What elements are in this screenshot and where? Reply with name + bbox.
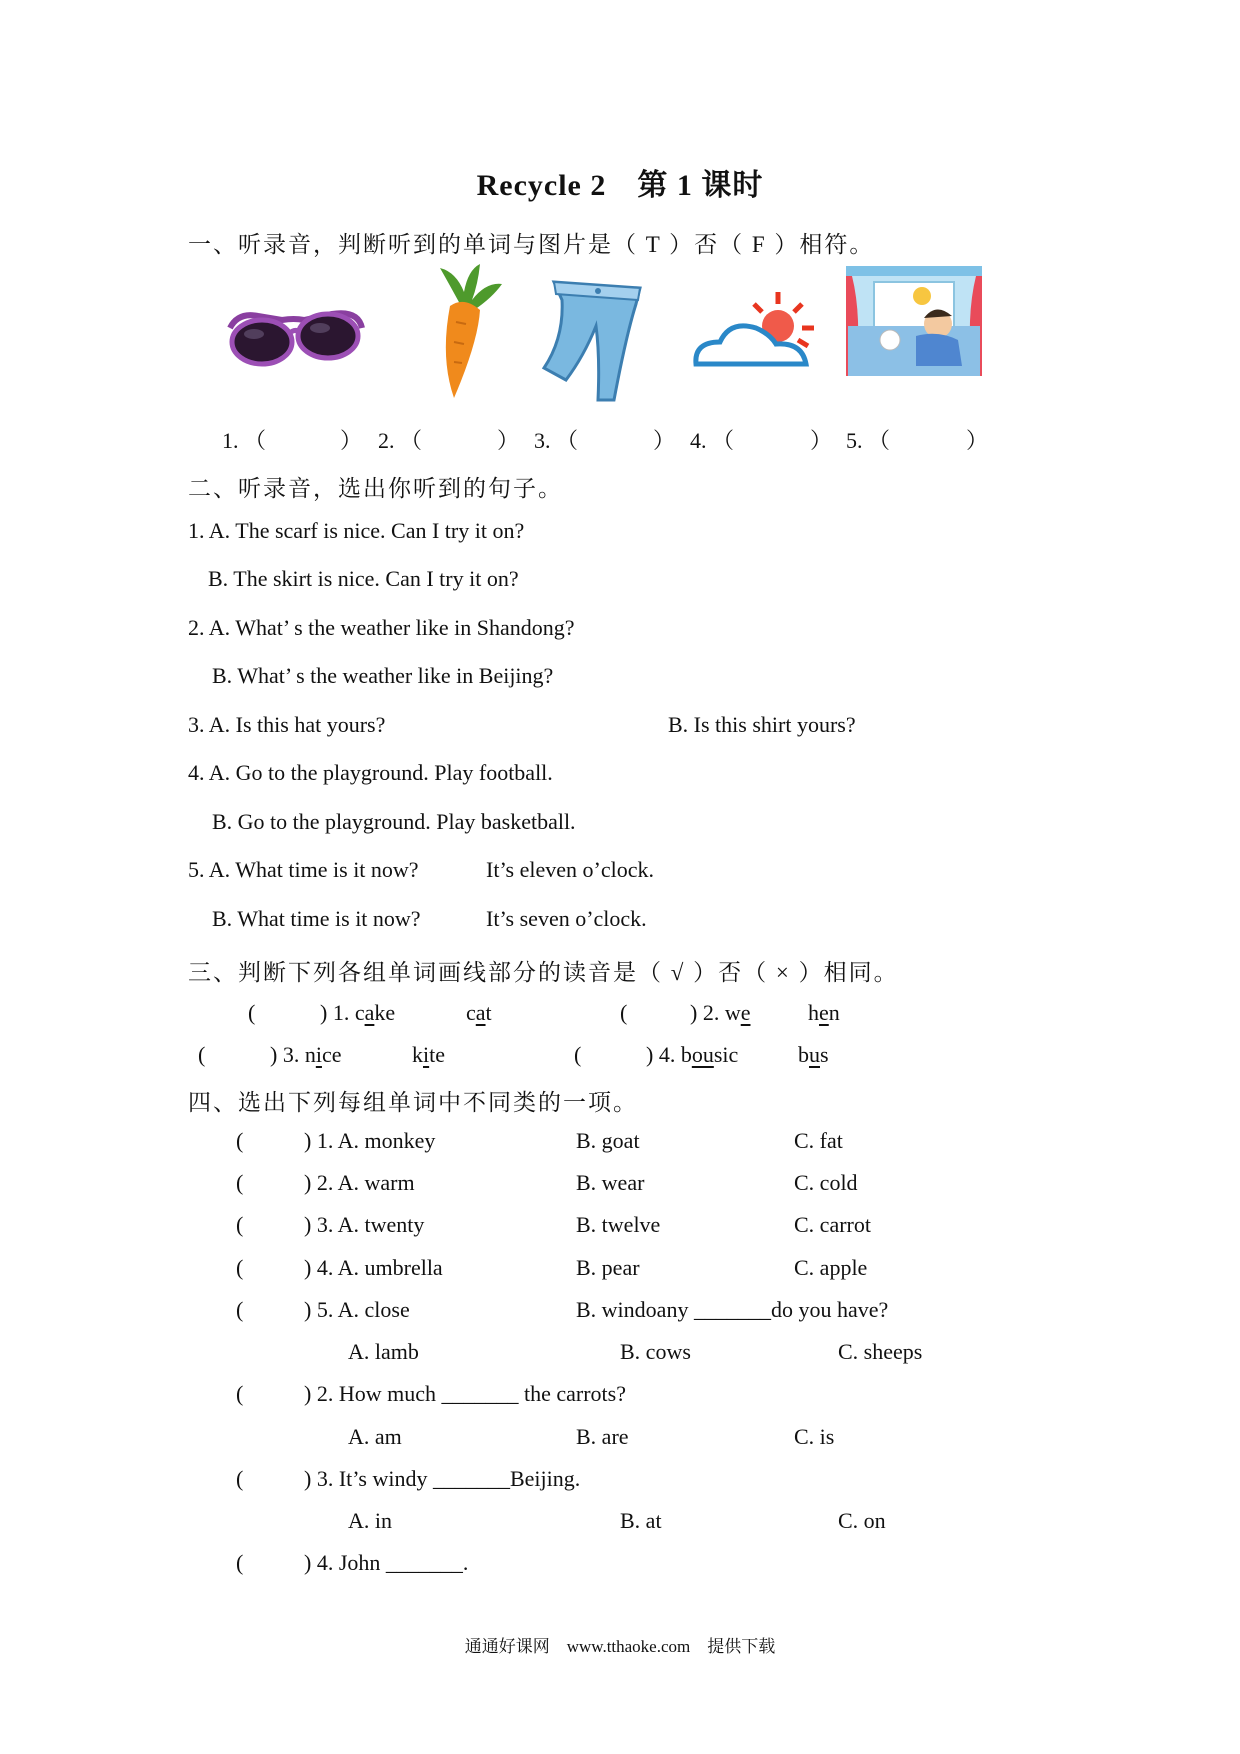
s3-item-4-paren: ( (574, 1042, 582, 1067)
s3-item-1-word2: cat (466, 1000, 492, 1025)
s2-line-5b-question: B. What time is it now? (212, 906, 421, 931)
s2-line-2a: 2. A. What’ s the weather like in Shandong? (188, 615, 575, 640)
s4-row-3-option-c: C. carrot (794, 1212, 871, 1237)
s2-line-2b: B. What’ s the weather like in Beijing? (212, 663, 554, 688)
s3-item-4-word1: ) 4. bousic (646, 1042, 739, 1067)
s4-row-4-option-a: ) 4. A. umbrella (304, 1255, 443, 1280)
s3-item-2-paren: ( (620, 1000, 628, 1025)
s3-item-2-word2: hen (808, 1000, 840, 1025)
section4-heading: 四、选出下列每组单词中不同类的一项。 (188, 1090, 638, 1115)
s2-line-5a-answer: It’s eleven o’clock. (486, 857, 654, 882)
sun-cloud-icon (690, 290, 820, 376)
s4-row-3-paren: ( (236, 1212, 244, 1237)
s4-row-5-option-a: ) 5. A. close (304, 1297, 410, 1322)
s4-row-4-paren: ( (236, 1255, 244, 1280)
s2-line-1b: B. The skirt is nice. Can I try it on? (208, 566, 519, 591)
s2-line-4a: 4. A. Go to the playground. Play football. (188, 760, 553, 785)
answer-blank-3-open: 3. （ (534, 428, 579, 453)
s4-row-1-option-c: C. fat (794, 1128, 843, 1153)
s4-q1-option-a: A. lamb (348, 1339, 419, 1364)
sunglasses-icon (224, 298, 366, 374)
answer-blank-1-open: 1. （ (222, 428, 267, 453)
s4-q4-paren: ( (236, 1550, 244, 1575)
s2-line-1a: 1. A. The scarf is nice. Can I try it on? (188, 518, 525, 543)
s4-row-5-option-b: B. windoany _______do you have? (576, 1297, 889, 1322)
s2-line-5a-question: 5. A. What time is it now? (188, 857, 419, 882)
s3-item-4-word2: bus (798, 1042, 829, 1067)
s4-q2-option-c: C. is (794, 1424, 835, 1449)
s2-line-3a: 3. A. Is this hat yours? (188, 712, 386, 737)
s4-q2-option-a: A. am (348, 1424, 402, 1449)
s4-row-4-option-b: B. pear (576, 1255, 640, 1280)
s2-line-4b: B. Go to the playground. Play basketball. (212, 809, 576, 834)
s4-q3-option-b: B. at (620, 1508, 662, 1533)
s4-row-1-paren: ( (236, 1128, 244, 1153)
s2-line-5b-answer: It’s seven o’clock. (486, 906, 647, 931)
section2-heading: 二、听录音，选出你听到的句子。 (188, 476, 563, 501)
boy-waking-window-icon (846, 266, 982, 376)
s4-row-3-option-a: ) 3. A. twenty (304, 1212, 425, 1237)
carrot-icon (420, 262, 506, 400)
answer-blank-5-open: 5. （ (846, 428, 891, 453)
s3-item-1-paren: ( (248, 1000, 256, 1025)
s4-q4-text: ) 4. John _______. (304, 1550, 469, 1575)
s4-q1-option-b: B. cows (620, 1339, 691, 1364)
s4-row-2-option-c: C. cold (794, 1170, 858, 1195)
s4-q2-text: ) 2. How much _______ the carrots? (304, 1381, 626, 1406)
answer-blank-4-close: ） (810, 428, 833, 453)
s4-row-2-option-a: ) 2. A. warm (304, 1170, 415, 1195)
s4-q1-option-c: C. sheeps (838, 1339, 923, 1364)
answer-blank-2-close: ） (497, 428, 520, 453)
s4-q3-option-c: C. on (838, 1508, 886, 1533)
s2-line-3b: B. Is this shirt yours? (668, 712, 856, 737)
footer-credit: 通通好课网 www.tthaoke.com 提供下载 (464, 1637, 776, 1656)
s4-q2-option-b: B. are (576, 1424, 629, 1449)
s4-row-2-paren: ( (236, 1170, 244, 1195)
s4-row-1-option-b: B. goat (576, 1128, 640, 1153)
s4-row-1-option-a: ) 1. A. monkey (304, 1128, 436, 1153)
section3-heading: 三、判断下列各组单词画线部分的读音是（ √ ）否（ × ）相同。 (188, 960, 899, 985)
answer-blank-4-open: 4. （ (690, 428, 735, 453)
s3-item-1-word1: ) 1. cake (320, 1000, 396, 1025)
answer-blank-5-close: ） (966, 428, 989, 453)
s4-row-3-option-b: B. twelve (576, 1212, 661, 1237)
s4-row-5-paren: ( (236, 1297, 244, 1322)
s4-q3-text: ) 3. It’s windy _______Beijing. (304, 1466, 581, 1491)
s3-item-3-word1: ) 3. nice (270, 1042, 342, 1067)
answer-blank-1-close: ） (340, 428, 363, 453)
s4-q2-paren: ( (236, 1381, 244, 1406)
s4-row-4-option-c: C. apple (794, 1255, 868, 1280)
s3-item-3-word2: kite (412, 1042, 446, 1067)
pants-icon (540, 276, 650, 404)
s3-item-2-word1: ) 2. we (690, 1000, 751, 1025)
page-title: Recycle 2 第 1 课时 (476, 169, 764, 202)
s4-q3-paren: ( (236, 1466, 244, 1491)
answer-blank-3-close: ） (653, 428, 676, 453)
s4-q3-option-a: A. in (348, 1508, 392, 1533)
s4-row-2-option-b: B. wear (576, 1170, 645, 1195)
answer-blank-2-open: 2. （ (378, 428, 423, 453)
section1-heading: 一、听录音，判断听到的单词与图片是（ T ）否（ F ）相符。 (188, 232, 875, 257)
s3-item-3-paren: ( (198, 1042, 206, 1067)
